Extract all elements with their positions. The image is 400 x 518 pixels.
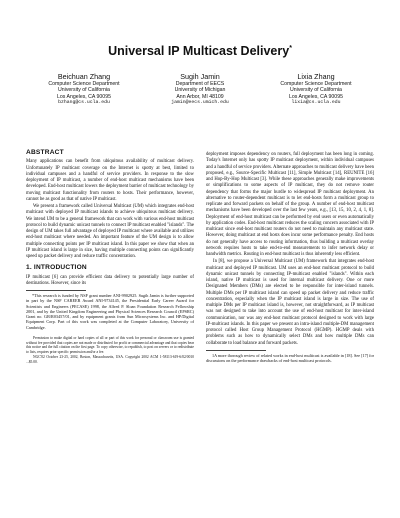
author-name: Beichuan Zhang (57, 72, 111, 81)
author-city: Los Angeles, CA 90095 (57, 93, 111, 100)
title-text: Universal IP Multicast Delivery (108, 44, 290, 58)
funding-footnote: *This research is funded by NSF grant number ANI-9902925. Sugih Jamin is further supported in part by the NSF CAREER Award ANI-9734145, the Presidential Early Career Award for Scientists and Engineers (PECASE) 1998, the Alfred P. Sloan Foundation Research Fellowship 2001, and by the United Kingdom Engineering and Physical Sciences Research Council (EPSRC) Grant no. GR/R03457/01, and by equipment grants from Sun Microsystems Inc. and HP/Digital Equipment Corp. Part of this work was completed at the Computer Laboratory, University of Cambridge. (26, 293, 194, 330)
permission-block (26, 336, 194, 364)
author-1 (28, 72, 140, 107)
left-column (26, 150, 194, 364)
author-2 (144, 72, 256, 107)
author-block (28, 72, 372, 107)
introduction-heading: 1. INTRODUCTION (26, 264, 87, 272)
author-dept: Computer Science Department (48, 81, 120, 87)
body-paragraph-2: In [8], we propose a Universal Multicast (UM) framework that integrates end-host multicast and deployed IP multicast. UM uses an end-host multicast protocol to build dynamic unicast tunnels by connecting IP-multicast enabled "islands". Within each island, native IP multicast is used for internal multicast delivery. One or more Designated Members (DMs) are elected to be responsible for inter-island tunnels. Multiple DMs per IP multicast island can speed up packet delivery and reduce traffic concentration, especially when the IP multicast island is large in size. The use of multiple DMs per IP multicast island is, however, not straightforward, as IP multicast was not designed to take into account the use of end-host multicast for inter-island communication, nor was any end-host multicast protocol designed to work with large IP-multicast islands. In this paper we present an intra-island multiple-DM management protocol called Host Group Management Protocol (HGMP). HGMP deals with problems such as how to dynamically select DMs and how multiple DMs can collaborate to load balance and forward packets. (206, 259, 374, 346)
right-column (206, 152, 374, 365)
author-univ: University of Michigan (174, 87, 226, 94)
footnote-divider (206, 350, 266, 351)
author-3 (260, 72, 372, 107)
footnote-divider (26, 290, 86, 291)
author-email: bzhang@cs.ucla.edu (58, 100, 110, 106)
author-univ: University of California (290, 87, 342, 94)
author-univ: University of California (58, 87, 110, 94)
abstract-paragraph-2: We present a framework called Universal Multicast (UM) which integrates end-host multicast with deployed IP multicast islands to achieve ubiquitous multicast delivery. We intend UM to be a general framework that can work with various end-host multicast protocol to build dynamic unicast tunnels to connect IP multicast enabled "islands". The design of UM takes full advantage of deployed IP multicast where available and utilizes end-host multicast where needed. An important feature of the UM design is to allow multiple connecting points per IP multicast island. In this paper we show that when an IP multicast island is large in size, having multiple connecting points can significantly speed up packet delivery and reduce traffic concentration. (26, 204, 194, 259)
author-city: Ann Arbor, MI 48109 (176, 93, 224, 100)
body-paragraph-1: deployment imposes dependency on routers, full deployment has been long in coming. Today's Internet only has spotty IP multicast deployment, within individual campuses and a handful of service providers. Alternate approaches to multicast delivery have been proposed, e.g., Source-Specific Multicast [11], Simple Multicast [14], REUNITE [16] and Hop-By-Hop Multicast [3]. While these approaches generally make improvements or simplifications to some aspects of IP multicast, they do not remove router dependency that forms the major hurdle to widespread IP multicast deployment. An alternative to router-dependent multicast is to let end-hosts form a multicast group to replicate and forward packets on behalf of the group. A number of end-host multicast mechanisms have been developed over the last few years, e.g., [13, 15, 10, 2, 4, 1, 8]. Deployment of end-host multicast can be performed by end users or even automatically by application codes. End-host multicast reduces the scaling concern associated with IP multicast since end-host multicast routers do not need to maintain any multicast state. However, doing multicast at end hosts does incur some performance penalty. End hosts do not generally have access to routing information, thus building a multicast overlay network requires hosts to take end-to-end measurements to infer network delay or bandwidth metrics. Routing in end-host multicast is thus inherently less efficient. (206, 152, 374, 257)
author-dept: Department of EECS (175, 81, 225, 87)
paper-title (0, 44, 400, 58)
abstract-paragraph-1: Many applications can benefit from ubiquitous availability of multicast delivery. Unfortunately IP multicast coverage on the Internet is spotty at best, limited to individual campuses and a handful of service providers. In response to the slow deployment of IP multicast, a number of end-host multicast mechanisms have been developed. End-host multicast lowers the deployment barrier of multicast technology by moving multicast functionality from routers to hosts. Their performance, however, cannot be as good as that of native IP multicast. (26, 159, 194, 202)
copyright-notice: NGC'02 October 23-25, 2002, Boston, Massachusetts, USA. Copyright 2002 ACM 1-58113-619-6/02/0010 ...$5.00. (26, 355, 194, 364)
title-footnote-mark: * (289, 44, 292, 52)
related-work-footnote: 1A more thorough review of related works in end-host multicast is available in [18]. See [17] for discussions on the performance drawbacks of end-host multicast protocols. (206, 352, 374, 364)
author-email: lixia@cs.ucla.edu (291, 100, 341, 106)
author-email: jamin@eecs.umich.edu (171, 100, 229, 106)
author-name: Lixia Zhang (297, 72, 335, 81)
author-name: Sugih Jamin (180, 72, 220, 81)
abstract-heading: ABSTRACT (26, 149, 64, 156)
permission-notice: Permission to make digital or hard copies of all or part of this work for personal or classroom use is granted without fee provided that copies are not made or distributed for profit or commercial advantage and that copies bear this notice and the full citation on the first page. To copy otherwise, to republish, to post on servers or to redistribute to lists, requires prior specific permission and/or a fee. (26, 336, 194, 354)
author-city: Los Angeles, CA 90095 (289, 93, 343, 100)
author-dept: Computer Science Department (280, 81, 352, 87)
introduction-paragraph-1: IP multicast [6] can provide efficient data delivery to potentially large number of destinations. However, since its (26, 274, 194, 286)
